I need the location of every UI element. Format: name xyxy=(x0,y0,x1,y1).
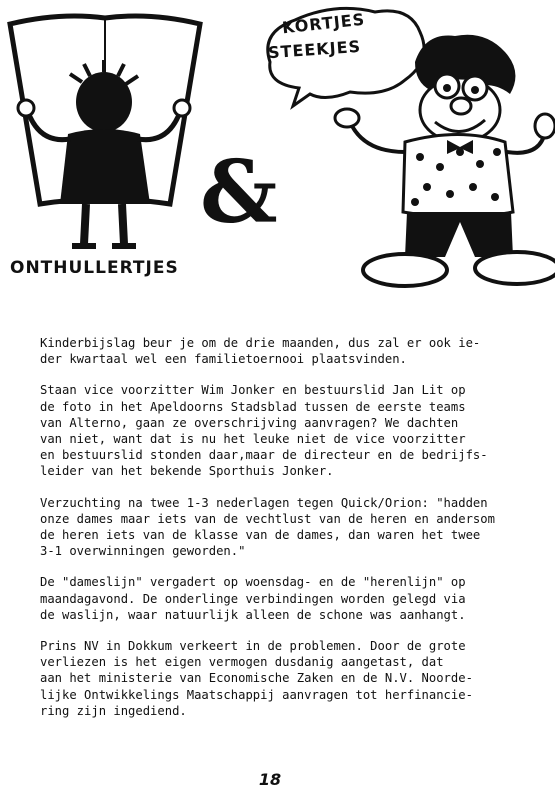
bubble-line-1: KORTJES xyxy=(281,9,366,38)
bubble-line-2: STEEKJES xyxy=(267,36,362,63)
page-header xyxy=(0,0,556,300)
paragraph-5: Prins NV in Dokkum verkeert in de problemen. Door de grote verliezen is het eigen vermogen dusdanig aangetast, dat aan het ministerie van Economische Zaken en de N.V. Noorde- lijke Ontwikkelings Maatschappij aanvragen tot herfinancie- ring zijn ingediend. xyxy=(40,639,473,718)
article-body xyxy=(40,335,540,734)
paragraph-2: Staan vice voorzitter Wim Jonker en bestuurslid Jan Lit op de foto in het Apeldoorns Stadsblad tussen de eerste teams van Alterno, gaan ze overschrijving aanvragen? We dachten van niet, want dat is nu het leuke niet de vice voorzitter en bestuurslid stonden daar,maar de directeur en de bedrijfs- leider van het bekende Sporthuis Jonker. xyxy=(40,383,488,479)
boy-holding-paper-illustration xyxy=(0,4,210,254)
page-number: 18 xyxy=(258,770,282,789)
ampersand: & xyxy=(200,142,278,243)
paragraph-1: Kinderbijslag beur je om de drie maanden, dus zal er ook ie- der kwartaal wel een familietoernooi plaatsvinden. xyxy=(40,336,481,367)
paragraph-3: Verzuchting na twee 1-3 nederlagen tegen Quick/Orion: "hadden onze dames maar iets van de vechtlust van de heren en andersom de heren iets van de klasse van de dames, dan waren het twee 3-1 overwinningen geworden." xyxy=(40,495,495,559)
paragraph-4: De "dameslijn" vergadert op woensdag- en de "herenlijn" op maandagavond. De onderlinge verbindingen worden gelegd via de waslijn, waar natuurlijk alleen de schone was aanhangt. xyxy=(40,575,466,622)
onthullertjes-label: ONTHULLERTJES xyxy=(10,258,179,278)
